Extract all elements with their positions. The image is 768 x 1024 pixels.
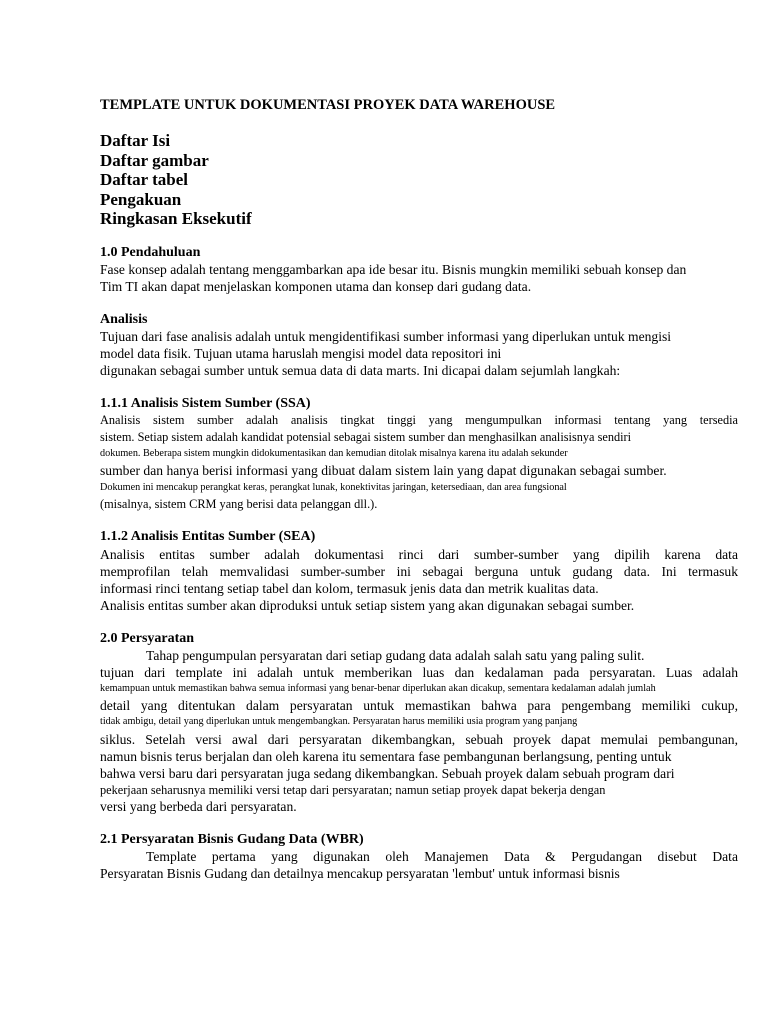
section-heading-ssa: 1.1.1 Analisis Sistem Sumber (SSA): [100, 396, 311, 411]
paragraph-line: Analisis entitas sumber akan diproduksi untuk setiap sistem yang akan digunakan sebagai sumber.: [100, 598, 635, 613]
paragraph-line: pekerjaan seharusnya memiliki versi tetap dari persyaratan; namun setiap proyek dapat bekerja dengan: [100, 783, 606, 797]
section-heading-sea: 1.1.2 Analisis Entitas Sumber (SEA): [100, 529, 316, 544]
paragraph-line: tidak ambigu, detail yang diperlukan untuk mengembangkan. Persyaratan harus memiliki usia program yang panjang: [100, 716, 578, 727]
paragraph-line: informasi rinci tentang setiap tabel dan kolom, termasuk jenis data dan metrik kualitas data.: [100, 581, 599, 596]
paragraph-line: Tim TI akan dapat menjelaskan komponen utama dan konsep dari gudang data.: [100, 279, 532, 294]
section-heading-pendahuluan: 1.0 Pendahuluan: [100, 245, 201, 260]
toc-item-pengakuan: Pengakuan: [100, 190, 182, 209]
paragraph-line: tujuan dari template ini adalah untuk memberikan luas dan kedalaman pada persyaratan. Luas adalah: [100, 665, 738, 680]
toc-item-daftar-isi: Daftar Isi: [100, 131, 171, 150]
paragraph-line: (misalnya, sistem CRM yang berisi data pelanggan dll.).: [100, 497, 378, 511]
paragraph-line: bahwa versi baru dari persyaratan juga sedang dikembangkan. Sebuah proyek dalam sebuah program dari: [100, 766, 675, 781]
section-heading-wbr: 2.1 Persyaratan Bisnis Gudang Data (WBR): [100, 832, 364, 847]
paragraph-line: model data fisik. Tujuan utama haruslah mengisi model data repositori ini: [100, 346, 502, 361]
paragraph-line: versi yang berbeda dari persyaratan.: [100, 799, 297, 814]
paragraph-line: Persyaratan Bisnis Gudang dan detailnya mencakup persyaratan 'lembut' untuk informasi bisnis: [100, 866, 620, 881]
paragraph-line: Analisis sistem sumber adalah analisis tingkat tinggi yang mengumpulkan informasi tentang yang tersedia: [100, 413, 738, 427]
section-heading-analisis: Analisis: [100, 312, 148, 327]
paragraph-line: Tujuan dari fase analisis adalah untuk mengidentifikasi sumber informasi yang diperlukan untuk mengisi: [100, 329, 672, 344]
paragraph-line: siklus. Setelah versi awal dari persyaratan dikembangkan, sebuah proyek dapat memulai pembangunan,: [100, 732, 738, 747]
paragraph-line: dokumen. Beberapa sistem mungkin didokumentasikan dan kemudian ditolak misalnya karena itu adalah sekunder: [100, 448, 568, 459]
paragraph-line: detail yang ditentukan dalam persyaratan untuk memastikan bahwa para pengembang memiliki cukup,: [100, 698, 738, 713]
toc-item-daftar-gambar: Daftar gambar: [100, 151, 209, 170]
paragraph-line: Dokumen ini mencakup perangkat keras, perangkat lunak, konektivitas jaringan, ketersediaan, dan area fungsional: [100, 482, 567, 493]
paragraph-line: Tahap pengumpulan persyaratan dari setiap gudang data adalah salah satu yang paling sulit.: [146, 648, 645, 663]
paragraph-line: Fase konsep adalah tentang menggambarkan apa ide besar itu. Bisnis mungkin memiliki sebuah konsep dan: [100, 262, 687, 277]
toc-item-ringkasan-eksekutif: Ringkasan Eksekutif: [100, 209, 252, 228]
paragraph-line: Template pertama yang digunakan oleh Manajemen Data & Pergudangan disebut Data: [146, 849, 738, 864]
paragraph-line: sumber dan hanya berisi informasi yang dibuat dalam sistem lain yang dapat digunakan sebagai sumber.: [100, 463, 667, 478]
paragraph-line: memprofilan telah memvalidasi sumber-sumber ini sebagai berguna untuk gudang data. Ini termasuk: [100, 564, 738, 579]
paragraph-line: sistem. Setiap sistem adalah kandidat potensial sebagai sistem sumber dan menghasilkan analisisnya sendiri: [100, 430, 632, 444]
paragraph-line: Analisis entitas sumber adalah dokumentasi rinci dari sumber-sumber yang dipilih karena data: [100, 547, 738, 562]
paragraph-line: namun bisnis terus berjalan dan oleh karena itu sementara fase pembangunan berlangsung, penting untuk: [100, 749, 672, 764]
paragraph-line: digunakan sebagai sumber untuk semua data di data marts. Ini dicapai dalam sejumlah langkah:: [100, 363, 621, 378]
toc-item-daftar-tabel: Daftar tabel: [100, 170, 188, 189]
document-title: TEMPLATE UNTUK DOKUMENTASI PROYEK DATA WAREHOUSE: [100, 97, 556, 113]
paragraph-line: kemampuan untuk memastikan bahwa semua informasi yang benar-benar diperlukan akan dicakup, sementara kedalaman adalah jumlah: [100, 683, 656, 694]
section-heading-persyaratan: 2.0 Persyaratan: [100, 631, 195, 646]
